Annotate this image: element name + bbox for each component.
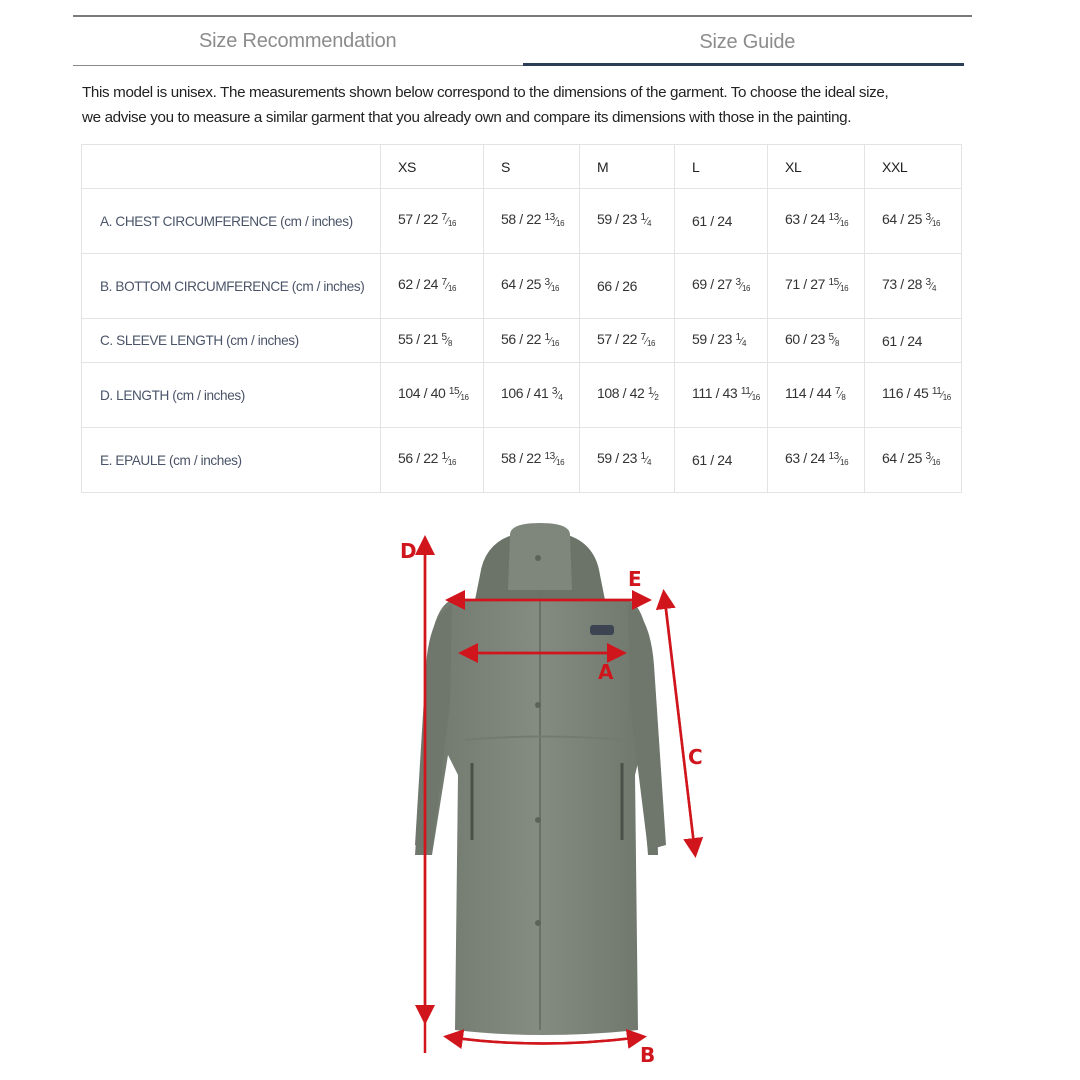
size-value-xl: 114 / 44 $^7⁄_8$ (768, 363, 865, 428)
intro-line-1: This model is unisex. The measurements shown below correspond to the dimensions of the garment. To choose the ideal size, (82, 84, 889, 101)
tab-size-recommendation[interactable]: Size Recommendation (73, 18, 523, 66)
measure-label-a: A (598, 660, 614, 684)
header-xs: XS (381, 145, 484, 189)
size-value-l: 59 / 23 $^1⁄_4$ (675, 319, 768, 363)
size-table (81, 144, 962, 493)
measure-label-d: D (400, 539, 417, 563)
size-value-m: 66 / 26 (580, 254, 675, 319)
coat-diagram (360, 505, 720, 1075)
intro-text (82, 80, 972, 130)
header-xxl: XXL (865, 145, 962, 189)
size-value-xxl: 64 / 25 $^3⁄_{16}$ (865, 189, 962, 254)
table-row (82, 319, 962, 363)
size-value-m: 59 / 23 $^1⁄_4$ (580, 189, 675, 254)
size-value-xs: 56 / 22 $^1⁄_{16}$ (381, 428, 484, 493)
size-value-m: 108 / 42 $^1⁄_2$ (580, 363, 675, 428)
size-value-l: 61 / 24 (675, 189, 768, 254)
size-value-xs: 55 / 21 $^5⁄_8$ (381, 319, 484, 363)
row-label: B. BOTTOM CIRCUMFERENCE (cm / inches) (82, 254, 381, 319)
row-label: C. SLEEVE LENGTH (cm / inches) (82, 319, 381, 363)
size-value-xxl: 116 / 45 $^{11}⁄_{16}$ (865, 363, 962, 428)
size-value-l: 69 / 27 $^3⁄_{16}$ (675, 254, 768, 319)
table-header-row (82, 145, 962, 189)
size-value-xs: 62 / 24 $^7⁄_{16}$ (381, 254, 484, 319)
header-s: S (484, 145, 580, 189)
measure-label-b: B (640, 1043, 656, 1067)
row-label: E. EPAULE (cm / inches) (82, 428, 381, 493)
size-value-xl: 71 / 27 $^{15}⁄_{16}$ (768, 254, 865, 319)
size-tabs (73, 18, 972, 66)
size-value-xl: 63 / 24 $^{13}⁄_{16}$ (768, 428, 865, 493)
size-value-s: 58 / 22 $^{13}⁄_{16}$ (484, 428, 580, 493)
size-value-xxl: 64 / 25 $^3⁄_{16}$ (865, 428, 962, 493)
table-row (82, 254, 962, 319)
size-value-m: 57 / 22 $^7⁄_{16}$ (580, 319, 675, 363)
measure-label-c: C (688, 745, 703, 769)
table-row (82, 428, 962, 493)
size-value-l: 111 / 43 $^{11}⁄_{16}$ (675, 363, 768, 428)
tab-size-guide[interactable]: Size Guide (523, 18, 973, 66)
intro-line-2: we advise you to measure a similar garment that you already own and compare its dimensions with those in the painting. (82, 109, 852, 126)
header-xl: XL (768, 145, 865, 189)
size-value-s: 56 / 22 $^1⁄_{16}$ (484, 319, 580, 363)
coat-illustration (360, 505, 720, 1075)
header-m: M (580, 145, 675, 189)
brand-tag (590, 625, 614, 635)
size-value-s: 106 / 41 $^3⁄_4$ (484, 363, 580, 428)
size-value-xs: 57 / 22 $^7⁄_{16}$ (381, 189, 484, 254)
size-value-xl: 60 / 23 $^5⁄_8$ (768, 319, 865, 363)
size-value-s: 64 / 25 $^3⁄_{16}$ (484, 254, 580, 319)
size-value-l: 61 / 24 (675, 428, 768, 493)
row-label: A. CHEST CIRCUMFERENCE (cm / inches) (82, 189, 381, 254)
measure-label-e: E (628, 567, 642, 591)
top-divider (73, 15, 972, 17)
table-row (82, 363, 962, 428)
header-l: L (675, 145, 768, 189)
table-row (82, 189, 962, 254)
row-label: D. LENGTH (cm / inches) (82, 363, 381, 428)
header-empty (82, 145, 381, 189)
size-value-s: 58 / 22 $^{13}⁄_{16}$ (484, 189, 580, 254)
size-value-m: 59 / 23 $^1⁄_4$ (580, 428, 675, 493)
size-value-xxl: 61 / 24 (865, 319, 962, 363)
size-value-xs: 104 / 40 $^{15}⁄_{16}$ (381, 363, 484, 428)
size-value-xxl: 73 / 28 $^3⁄_4$ (865, 254, 962, 319)
size-value-xl: 63 / 24 $^{13}⁄_{16}$ (768, 189, 865, 254)
